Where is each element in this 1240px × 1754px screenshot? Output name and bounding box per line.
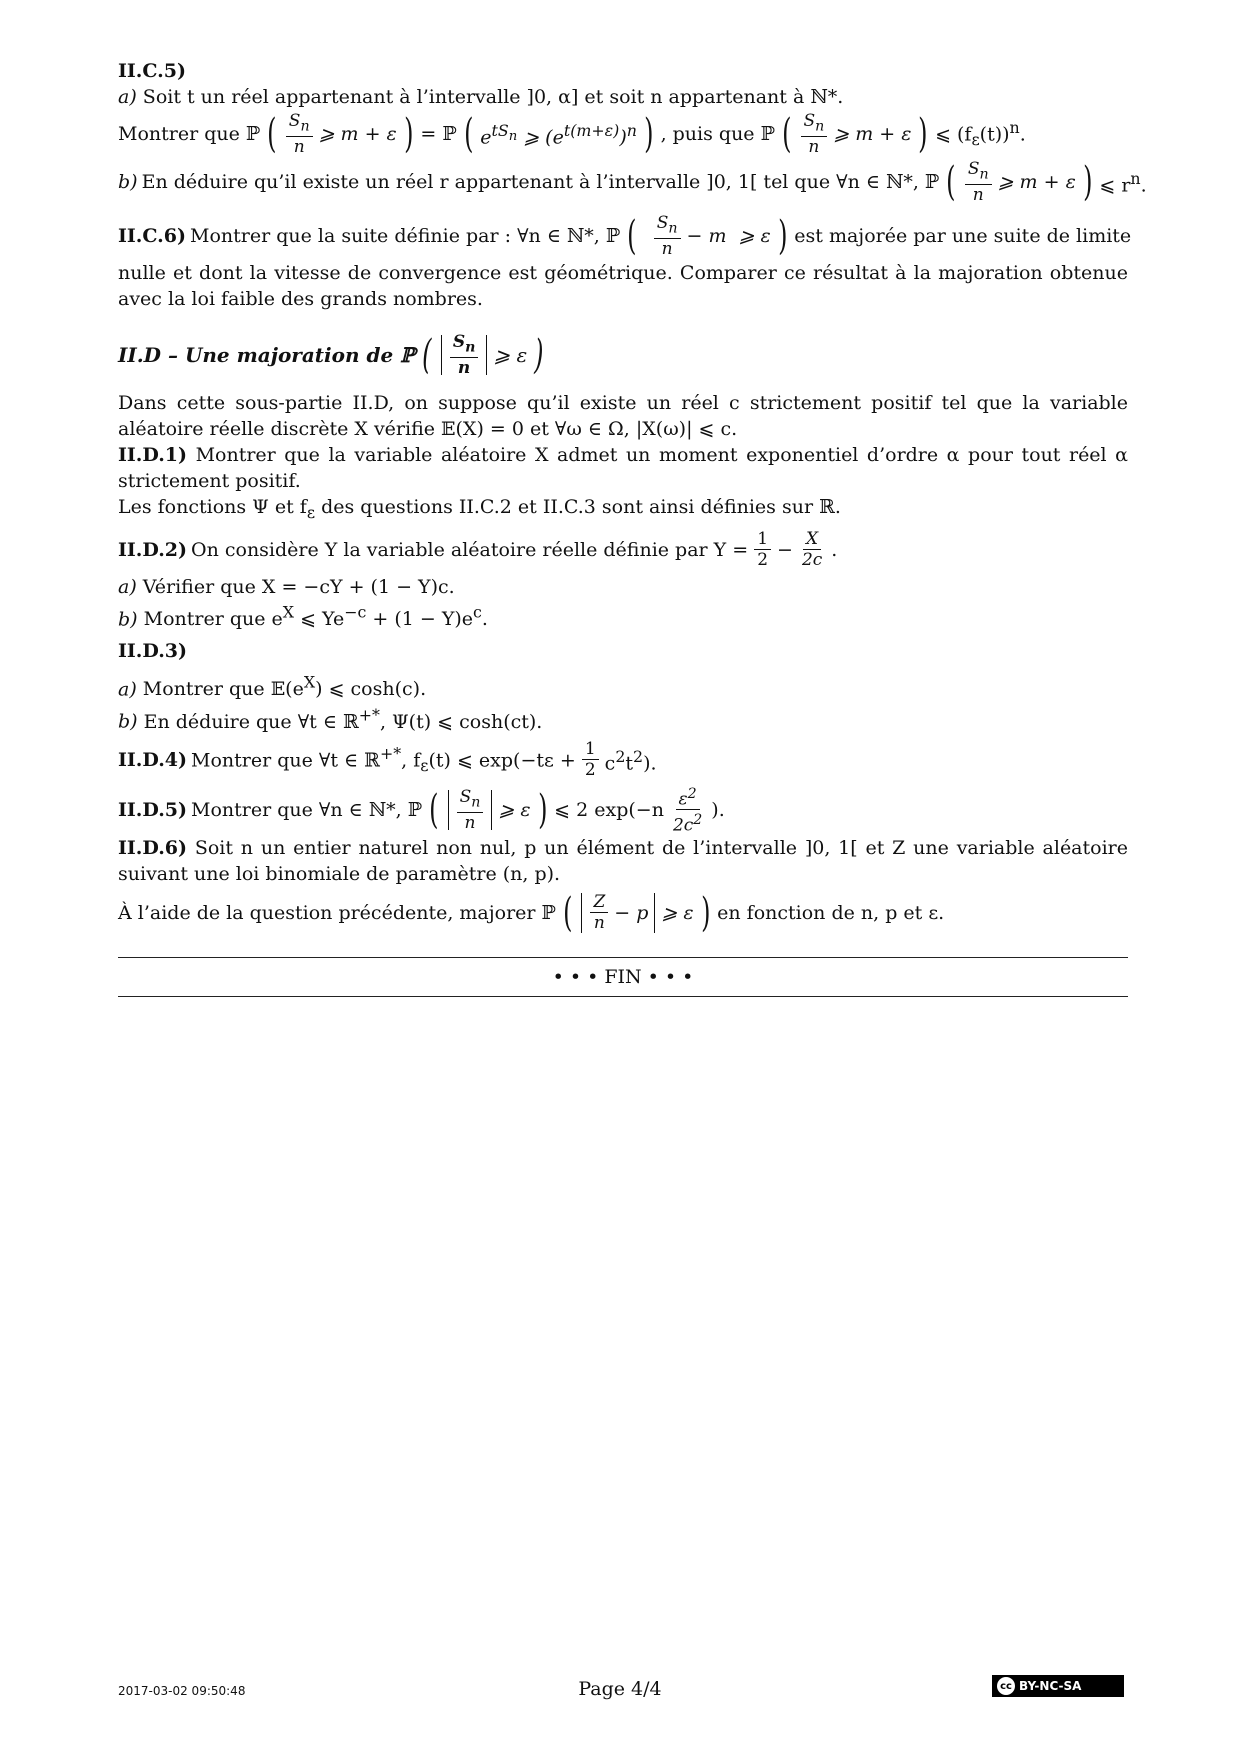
q6-text2: est majorée par une suite de limite <box>794 225 1132 247</box>
d4-text: Montrer que ∀t ∈ ℝ+*, $f_\varepsilon(t)$ ⩽ exp(−tε + <box>191 743 576 775</box>
frac-sn-n <box>965 159 992 205</box>
frac-num: $S_n$ <box>286 111 313 137</box>
frac-num: Z <box>590 892 608 913</box>
paren-close: ) <box>644 111 654 157</box>
d6-inner: − p <box>614 901 649 924</box>
license-text: BY-NC-SA <box>1019 1679 1082 1693</box>
d2a-label: a) <box>118 575 137 598</box>
q5-eq1-eq: = ℙ <box>420 123 457 145</box>
q5-eq-line <box>118 110 1128 158</box>
frac-one-two <box>754 529 771 570</box>
frac-sn-n <box>457 787 484 833</box>
frac-den: n <box>593 913 605 934</box>
frac-num: 1 <box>754 529 771 550</box>
q5-eq2-end: ⩽ $(f_\varepsilon(t))^n$. <box>935 117 1026 150</box>
q-II-D-2 <box>118 526 1128 574</box>
abs-bar <box>448 790 449 830</box>
section-geq: ⩾ ε <box>493 343 528 367</box>
frac-sn-n <box>450 332 479 378</box>
frac-sn-n <box>801 111 828 157</box>
q5b-line <box>118 158 1147 206</box>
section-II-D-title <box>118 330 1128 380</box>
d5-end1: ⩽ 2 exp(−n <box>554 798 664 821</box>
d3a-text: Montrer que $𝔼(e^X)$ ⩽ cosh(c). <box>142 673 427 701</box>
q6-inner: − m <box>686 225 727 247</box>
paren-close: ) <box>534 332 544 378</box>
frac-num: $S_n$ <box>457 787 484 813</box>
q5b-end: ⩽ $r^n$. <box>1099 168 1147 197</box>
frac-num: $S_n$ <box>801 111 828 137</box>
frac-eps2-2c2 <box>670 784 705 836</box>
paren-close: ) <box>537 786 548 833</box>
d6-aide-line <box>118 887 1128 939</box>
q-II-D-4 <box>118 735 1128 785</box>
frac-sn-n <box>654 213 681 259</box>
period: . <box>831 538 838 561</box>
abs-bar <box>441 335 442 375</box>
d6-num: II.D.6) <box>118 836 188 859</box>
fin-marker: • • • FIN • • • <box>552 965 694 988</box>
abs-bar <box>581 893 582 933</box>
frac-num: $S_n$ <box>965 159 992 185</box>
q5-puis: , puis que ℙ <box>660 123 775 145</box>
frac-den: 2c <box>801 550 823 571</box>
frac-den: n <box>972 185 984 206</box>
q-II-C-5: II.C.5) <box>118 60 187 82</box>
d1-num: II.D.1) <box>118 444 188 466</box>
paren-close: ) <box>403 111 414 157</box>
license-badge <box>992 1675 1124 1697</box>
paren-open: ( <box>422 332 432 378</box>
intro-text: Dans cette sous-partie II.D, on suppose qu’il existe un réel c strictement positif tel que la variable aléatoire réelle discrète X vérifie 𝔼(X) = 0 et ∀ω ∈ Ω, |X(ω)| ⩽ c. <box>118 392 1128 440</box>
d3a-line <box>118 670 1128 702</box>
q5-eq1-mid: ⩾ m + ε <box>833 123 912 145</box>
frac-num: $S_n$ <box>450 332 479 358</box>
paren-open: ( <box>782 111 792 157</box>
abs-bar <box>491 790 492 830</box>
d6-aide: À l’aide de la question précédente, majorer ℙ <box>118 901 556 924</box>
frac-den: 2 <box>757 550 769 571</box>
q5b-label: b) <box>118 171 138 193</box>
paren-open: ( <box>946 159 956 205</box>
d5-num: II.D.5) <box>118 798 188 821</box>
abs-bar <box>654 893 655 933</box>
q-II-D-5 <box>118 785 1128 835</box>
abs-bar <box>486 335 487 375</box>
frac-z-n <box>590 892 608 933</box>
q-II-D-3: II.D.3) <box>118 640 188 663</box>
minus-sign: − <box>777 538 793 561</box>
divider-bottom <box>118 996 1128 997</box>
q5b-text: En déduire qu’il existe un réel r appartenant à l’intervalle ]0, 1[ tel que ∀n ∈ ℕ*, ℙ <box>141 171 940 193</box>
paren-open: ( <box>562 889 573 936</box>
q6-geq: ⩾ ε <box>738 225 771 247</box>
q5a-label: a) <box>118 86 137 108</box>
q-II-D-1 <box>118 442 1128 494</box>
q5-eq1-mid: ⩾ m + ε <box>997 171 1076 193</box>
cc-icon: cc <box>997 1677 1015 1695</box>
q5-eq1-mid: ⩾ m + ε <box>318 123 397 145</box>
frac-one-two <box>582 739 599 780</box>
d3b-line <box>118 702 1128 734</box>
frac-num: 1 <box>582 739 599 760</box>
frac-num: $S_n$ <box>654 213 681 239</box>
frac-sn-n <box>286 111 313 157</box>
q-II-C-6: II.C.6) <box>118 225 187 247</box>
q5-show-pre: Montrer que ℙ <box>118 123 261 145</box>
footer-timestamp: 2017-03-02 09:50:48 <box>118 1684 246 1698</box>
d2b-line <box>118 600 1128 632</box>
frac-num: $\varepsilon^2$ <box>676 784 700 811</box>
d2b-label: b) <box>118 608 138 631</box>
frac-num: X <box>803 529 821 550</box>
d2b-text: Montrer que $e^X$ ⩽ $Ye^{-c} + (1 - Y)e^c$. <box>143 602 488 631</box>
d5-mid: ⩾ ε <box>498 798 531 821</box>
paren-close: ) <box>918 111 928 157</box>
d5-end2: ). <box>711 798 725 821</box>
d2-num: II.D.2) <box>118 538 188 561</box>
d1-text: Montrer que la variable aléatoire X admet un moment exponentiel d’ordre α pour tout réel α strictement positif. <box>118 444 1128 492</box>
d3a-label: a) <box>118 678 137 701</box>
paren-open: ( <box>429 786 439 833</box>
page-number: Page 4/4 <box>578 1678 662 1700</box>
frac-den: n <box>457 358 471 379</box>
frac-x-2c <box>799 529 825 570</box>
frac-den: n <box>293 137 305 158</box>
q5a-text: Soit t un réel appartenant à l’intervalle ]0, α] et soit n appartenant à ℕ*. <box>142 86 844 108</box>
d2a-line <box>118 574 1128 600</box>
d3b-text: En déduire que ∀t ∈ ℝ+*, Ψ(t) ⩽ cosh(ct). <box>143 705 543 733</box>
q5-eq1-exp: $e^{tS_n}$ ⩾ $(e^{t(m+\varepsilon)})^n$ <box>480 120 637 149</box>
paren-open: ( <box>267 111 277 157</box>
q6-text3: nulle et dont la vitesse de convergence est géométrique. Comparer ce résultat à la majoration obtenue avec la loi faible des grands nombres. <box>118 262 1128 310</box>
section-title-text: II.D – Une majoration de ℙ <box>118 343 416 367</box>
d2a-text: Vérifier que X = −cY + (1 − Y)c. <box>142 575 455 598</box>
d4-num: II.D.4) <box>118 748 188 771</box>
paren-close: ) <box>1082 159 1093 205</box>
d4-end: $c^2t^2$). <box>604 746 657 774</box>
q5a-line <box>118 84 1128 110</box>
paren-open: ( <box>627 213 637 259</box>
exam-page <box>118 58 1147 997</box>
d6-geq: ⩾ ε <box>661 901 694 924</box>
paren-close: ) <box>700 889 711 936</box>
d6-text: Soit n un entier naturel non nul, p un élément de l’intervalle ]0, 1[ et Z une variable aléatoire suivant une loi binomiale de paramètre (n, p). <box>118 836 1128 885</box>
q6-text1: Montrer que la suite définie par : ∀n ∈ ℕ*, ℙ <box>190 225 621 247</box>
d2-text: On considère Y la variable aléatoire réelle définie par Y = <box>191 538 749 561</box>
d6-end: en fonction de n, p et ε. <box>717 901 945 924</box>
frac-den: n <box>661 239 673 260</box>
frac-den: 2 <box>584 760 596 781</box>
d5-text: Montrer que ∀n ∈ ℕ*, ℙ <box>191 798 422 821</box>
funcs-text: Les fonctions Ψ et $f_\varepsilon$ des questions II.C.2 et II.C.3 sont ainsi définies sur ℝ. <box>118 496 841 522</box>
frac-den: $2c^2$ <box>672 812 703 836</box>
paren-close: ) <box>777 213 788 259</box>
frac-den: n <box>808 137 820 158</box>
q6-line1 <box>118 212 1132 260</box>
paren-open: ( <box>463 111 474 157</box>
frac-den: n <box>464 812 476 833</box>
q-II-D-6 <box>118 835 1128 887</box>
d3b-label: b) <box>118 710 138 733</box>
